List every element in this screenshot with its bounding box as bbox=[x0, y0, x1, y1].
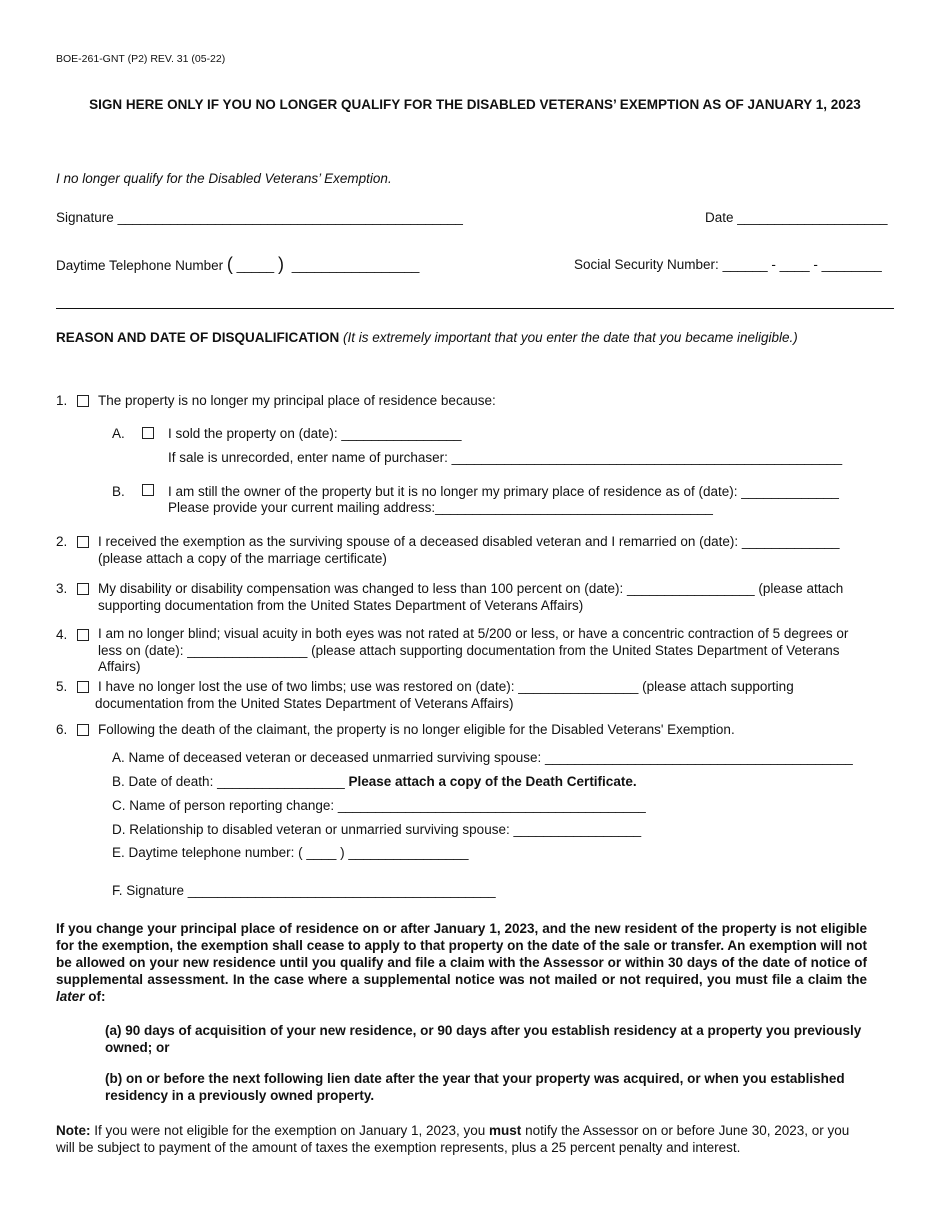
item-3-line2: supporting documentation from the United States Department of Veterans Affairs) bbox=[98, 598, 584, 613]
item-6b-text: B. Date of death: _________________ bbox=[112, 774, 345, 789]
item-2-line2: (please attach a copy of the marriage certificate) bbox=[98, 551, 387, 566]
ssn-blank: ______ - ____ - ________ bbox=[722, 257, 882, 272]
item-6c: C. Name of person reporting change: _________________________________________ bbox=[112, 798, 646, 813]
item-5-line2: documentation from the United States Department of Veterans Affairs) bbox=[95, 696, 514, 711]
phone-area-blank: _____ bbox=[236, 258, 275, 273]
date-label: Date bbox=[705, 210, 734, 225]
item-6f: F. Signature _________________________________________ bbox=[112, 883, 496, 898]
note-text-1: If you were not eligible for the exemption on January 1, 2023, you bbox=[94, 1123, 486, 1138]
item-6-text: Following the death of the claimant, the property is no longer eligible for the Disabled Veterans' Exemption. bbox=[98, 722, 735, 737]
reason-heading-line bbox=[56, 330, 798, 345]
item-1-number: 1. bbox=[56, 393, 68, 408]
item-4-checkbox[interactable] bbox=[77, 629, 89, 641]
item-4-line3: Affairs) bbox=[98, 659, 141, 674]
item-2-number: 2. bbox=[56, 534, 68, 549]
reason-note: (It is extremely important that you enter the date that you became ineligible.) bbox=[343, 330, 798, 345]
item-4-number: 4. bbox=[56, 627, 68, 642]
note-label: Note: bbox=[56, 1123, 91, 1138]
date-blank: ____________________ bbox=[737, 210, 888, 225]
item-5-number: 5. bbox=[56, 679, 68, 694]
notice-main-pre: If you change your principal place of residence on or after January 1, 2023, and the new resident of the property is not eligible for the exemption, the exemption shall cease to apply to that property on the date of the sale or transfer. An exemption will not be allowed on your new residence until you qualify and file a claim with the Assessor or within 30 days of the date of notice of supplemental assessment. In the case where a supplemental notice was not mailed or not required, you must file a claim the bbox=[56, 921, 867, 987]
phone-label: Daytime Telephone Number bbox=[56, 258, 224, 273]
item-6e: E. Daytime telephone number: ( ____ ) ________________ bbox=[112, 845, 469, 860]
item-6-checkbox[interactable] bbox=[77, 724, 89, 736]
statement: I no longer qualify for the Disabled Veterans’ Exemption. bbox=[56, 171, 392, 186]
phone-blank: _________________ bbox=[291, 258, 420, 273]
note-paragraph bbox=[56, 1122, 856, 1156]
ssn-field[interactable] bbox=[574, 257, 882, 272]
item-1-text: The property is no longer my principal place of residence because: bbox=[98, 393, 496, 408]
phone-paren-open: ( bbox=[226, 254, 233, 274]
item-1a-purchaser: If sale is unrecorded, enter name of purchaser: ____________________________________________________ bbox=[168, 450, 843, 465]
item-5-line1: I have no longer lost the use of two limbs; use was restored on (date): ________________ (please attach supporting bbox=[98, 679, 794, 694]
item-1-checkbox[interactable] bbox=[77, 395, 89, 407]
divider bbox=[56, 308, 894, 309]
item-2-line1: I received the exemption as the surviving spouse of a deceased disabled veteran and I remarried on (date): _____________ bbox=[98, 534, 840, 549]
page-title: SIGN HERE ONLY IF YOU NO LONGER QUALIFY FOR THE DISABLED VETERANS’ EXEMPTION AS OF JANUARY 1, 2023 bbox=[89, 97, 861, 112]
notice-main-later: later bbox=[56, 989, 85, 1004]
item-1b-label: B. bbox=[112, 484, 125, 499]
ssn-label: Social Security Number: bbox=[574, 257, 719, 272]
signature-label: Signature bbox=[56, 210, 114, 225]
date-field[interactable] bbox=[705, 210, 887, 225]
phone-paren-close: ) bbox=[277, 254, 284, 274]
notice-item-b: (b) on or before the next following lien date after the year that your property was acquired, or when you established residency in a previously owned property. bbox=[105, 1071, 845, 1103]
reason-heading: REASON AND DATE OF DISQUALIFICATION bbox=[56, 330, 340, 345]
item-3-checkbox[interactable] bbox=[77, 583, 89, 595]
note-text-2: notify the Assessor on or before June 30, 2023, or you will be subject to payment of the amount of taxes the exemption represents, plus a 25 percent penalty and interest. bbox=[56, 1123, 850, 1155]
item-6d: D. Relationship to disabled veteran or unmarried surviving spouse: _________________ bbox=[112, 822, 642, 837]
note-must: must bbox=[489, 1123, 522, 1138]
signature-field[interactable] bbox=[56, 210, 463, 225]
item-1b-line2: Please provide your current mailing address:_____________________________________ bbox=[168, 500, 713, 515]
item-1b-checkbox[interactable] bbox=[142, 484, 154, 496]
item-3-line1: My disability or disability compensation was changed to less than 100 percent on (date): _________________ (please attach bbox=[98, 581, 844, 596]
item-2-checkbox[interactable] bbox=[77, 536, 89, 548]
item-1a-checkbox[interactable] bbox=[142, 427, 154, 439]
notice-item-a: (a) 90 days of acquisition of your new residence, or 90 days after you establish residency at a property you previously owned; or bbox=[105, 1023, 862, 1055]
item-6a: A. Name of deceased veteran or deceased unmarried surviving spouse: _________________________________________ bbox=[112, 750, 853, 765]
item-6b bbox=[112, 774, 637, 789]
item-1a-text: I sold the property on (date): ________________ bbox=[168, 426, 462, 441]
item-4-line2: less on (date): ________________ (please attach supporting documentation from the United States Department of Veterans bbox=[98, 643, 840, 658]
item-1b-line1: I am still the owner of the property but it is no longer my primary place of residence as of (date): _____________ bbox=[168, 484, 839, 499]
item-6b-instruction: Please attach a copy of the Death Certificate. bbox=[348, 774, 637, 789]
form-code: BOE-261-GNT (P2) REV. 31 (05-22) bbox=[56, 53, 226, 65]
item-3-number: 3. bbox=[56, 581, 68, 596]
item-6-number: 6. bbox=[56, 722, 68, 737]
signature-blank: ______________________________________________ bbox=[117, 210, 463, 225]
item-4-line1: I am no longer blind; visual acuity in both eyes was not rated at 5/200 or less, or have a concentric contraction of 5 degrees or bbox=[98, 626, 849, 641]
notice-main-post: of: bbox=[88, 989, 106, 1004]
item-5-checkbox[interactable] bbox=[77, 681, 89, 693]
item-1a-label: A. bbox=[112, 426, 125, 441]
phone-field[interactable] bbox=[56, 254, 419, 275]
notice-paragraph bbox=[56, 920, 867, 1005]
